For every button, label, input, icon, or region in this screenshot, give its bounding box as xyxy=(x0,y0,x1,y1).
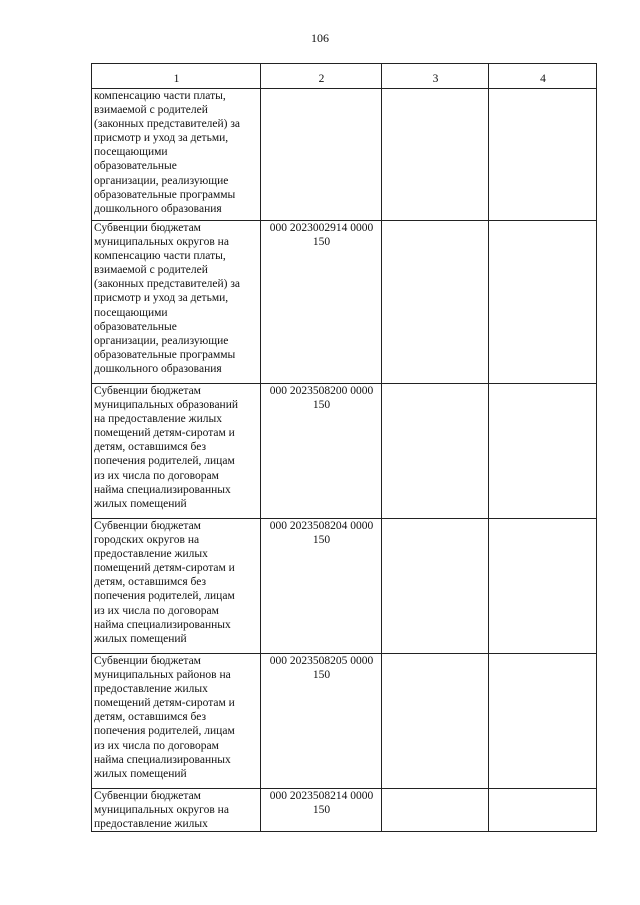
budget-table xyxy=(91,63,597,832)
table-row xyxy=(92,654,597,789)
table-row xyxy=(92,384,597,519)
row-col3 xyxy=(382,384,489,519)
row-code: 000 2023508204 0000 150 xyxy=(261,519,382,654)
row-description: Субвенции бюджетам муниципальных образований на предоставление жилых помещений детям-сиротам и детям, оставшимся без попечения родителей, лицам из их числа по договорам найма специализированных жилых помещений xyxy=(92,384,261,519)
header-row xyxy=(92,64,597,89)
column-header-3: 3 xyxy=(382,64,489,89)
row-code: 000 2023002914 0000 150 xyxy=(261,221,382,384)
row-col4 xyxy=(489,519,597,654)
row-description: Субвенции бюджетам городских округов на предоставление жилых помещений детям-сиротам и детям, оставшимся без попечения родителей, лицам из их числа по договорам найма специализированных жилых помещений xyxy=(92,519,261,654)
table-row xyxy=(92,89,597,221)
column-header-4: 4 xyxy=(489,64,597,89)
row-col3 xyxy=(382,519,489,654)
row-code: 000 2023508214 0000 150 xyxy=(261,789,382,832)
row-description: компенсацию части платы, взимаемой с родителей (законных представителей) за присмотр и уход за детьми, посещающими образовательные организации, реализующие образовательные программы дошкольного образования xyxy=(92,89,261,221)
row-col4 xyxy=(489,654,597,789)
column-header-2: 2 xyxy=(261,64,382,89)
row-col3 xyxy=(382,654,489,789)
row-col4 xyxy=(489,89,597,221)
row-col4 xyxy=(489,221,597,384)
row-code xyxy=(261,89,382,221)
row-col3 xyxy=(382,221,489,384)
row-col3 xyxy=(382,89,489,221)
row-col3 xyxy=(382,789,489,832)
row-col4 xyxy=(489,789,597,832)
row-description: Субвенции бюджетам муниципальных округов на предоставление жилых xyxy=(92,789,261,832)
table-row xyxy=(92,519,597,654)
row-description: Субвенции бюджетам муниципальных округов на компенсацию части платы, взимаемой с родителей (законных представителей) за присмотр и уход за детьми, посещающими образовательные организации, реализующие образовательные программы дошкольного образования xyxy=(92,221,261,384)
table-row xyxy=(92,789,597,832)
row-col4 xyxy=(489,384,597,519)
table-row xyxy=(92,221,597,384)
row-code: 000 2023508200 0000 150 xyxy=(261,384,382,519)
row-description: Субвенции бюджетам муниципальных районов на предоставление жилых помещений детям-сиротам и детям, оставшимся без попечения родителей, лицам из их числа по договорам найма специализированных жилых помещений xyxy=(92,654,261,789)
page-number: 106 xyxy=(311,31,329,45)
column-header-1: 1 xyxy=(92,64,261,89)
row-code: 000 2023508205 0000 150 xyxy=(261,654,382,789)
